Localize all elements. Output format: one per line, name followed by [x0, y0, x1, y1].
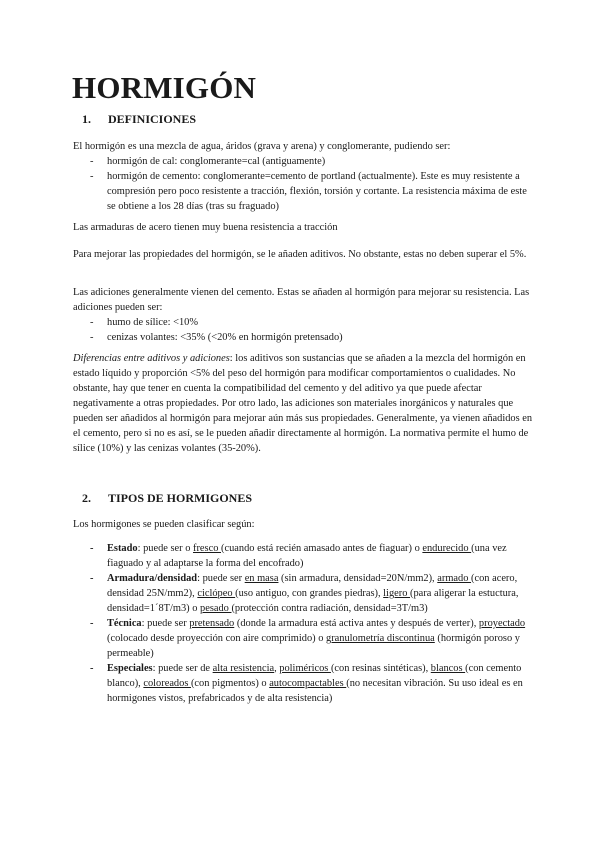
- section-1-number: 1.: [82, 112, 91, 126]
- list-item-especiales: [73, 661, 533, 706]
- list-item: - humo de sílice: <10%: [73, 315, 533, 330]
- section-2-title: TIPOS DE HORMIGONES: [108, 491, 253, 505]
- list-item-tecnica: [73, 616, 533, 661]
- hormigon-types-list: [73, 154, 533, 214]
- item-text: : puede ser: [141, 618, 190, 629]
- section-1-intro-block: [73, 139, 533, 214]
- page-title: HORMIGÓN: [72, 70, 257, 105]
- section-1-title: DEFINICIONES: [108, 112, 197, 126]
- paragraph-diferencias: [73, 351, 533, 456]
- item-text: (para aligerar la estuctura, densidad=1´8T/m3) o: [107, 588, 519, 614]
- section-2-heading: [82, 491, 252, 506]
- clasificacion-block: [73, 541, 533, 706]
- item-text: (con resinas sintéticas),: [330, 663, 431, 674]
- item-text: : puede ser de: [152, 663, 213, 674]
- section-2-intro: Los hormigones se pueden clasificar según:: [73, 519, 255, 530]
- item-term: blancos: [430, 663, 466, 674]
- item-term: alta resistencia: [212, 663, 275, 674]
- item-label: Especiales: [107, 663, 153, 674]
- item-label: Armadura/densidad: [107, 573, 198, 584]
- item-text: : puede ser o: [137, 543, 194, 554]
- item-term: endurecido: [422, 543, 472, 554]
- item-text: (sin armadura, densidad=20N/mm2),: [278, 573, 438, 584]
- item-term: autocompactables: [269, 678, 347, 689]
- item-text: (una vez fiaguado y al adaptarse la forma del encofrado): [107, 543, 507, 569]
- paragraph-adiciones: Las adiciones generalmente vienen del cemento. Estas se añaden al hormigón para mejorar su resistencia. Las adiciones pueden ser:: [73, 287, 530, 313]
- diferencias-label: Diferencias entre aditivos y adiciones: [73, 353, 230, 364]
- list-item-estado: [73, 541, 533, 571]
- item-term: granulometría discontinua: [326, 633, 435, 644]
- item-term: proyectado: [478, 618, 526, 629]
- list-item: - cenizas volantes: <35% (<20% en hormigón pretensado): [73, 330, 533, 345]
- section-2-number: 2.: [82, 491, 91, 505]
- item-label: Estado: [107, 543, 138, 554]
- item-term: coloreados: [143, 678, 191, 689]
- item-term: poliméricos: [279, 663, 331, 674]
- section-1-intro: El hormigón es una mezcla de agua, áridos (grava y arena) y conglomerante, pudiendo ser:: [73, 141, 451, 152]
- item-text: (uso antiguo, con grandes piedras),: [235, 588, 384, 599]
- list-item-armadura: [73, 571, 533, 616]
- item-text: (con cemento blanco),: [107, 663, 522, 689]
- item-term: en masa: [244, 573, 279, 584]
- item-term: pretensado: [189, 618, 235, 629]
- item-text: (con acero, densidad 25N/mm2),: [107, 573, 518, 599]
- item-text: (colocado desde proyección con aire comprimido) o: [107, 633, 326, 644]
- paragraph-aditivos: Para mejorar las propiedades del hormigón, se le añaden aditivos. No obstante, estas no deben superar el 5%.: [73, 249, 527, 260]
- item-text: (donde la armadura está activa antes y después de verter),: [234, 618, 479, 629]
- adiciones-block: [73, 285, 533, 345]
- item-text: (no necesitan vibración. Su uso ideal es en hormigones vistos, prefabricados y de alta resistencia): [107, 678, 523, 704]
- item-text: : puede ser: [197, 573, 245, 584]
- list-item: - hormigón de cal: conglomerante=cal (antiguamente): [73, 154, 533, 169]
- clasificacion-list: [73, 541, 533, 706]
- section-1-heading: [82, 112, 196, 127]
- item-term: ligero: [383, 588, 411, 599]
- item-term: fresco: [193, 543, 221, 554]
- adiciones-list: [73, 315, 533, 345]
- item-text: (cuando está recién amasado antes de fiaguar) o: [221, 543, 423, 554]
- list-item: - hormigón de cemento: conglomerante=cemento de portland (actualmente). Este es muy resistente a compresión pero poco resistente a tracción, flexión, torsión y cortante. La resistencia máxima de este se obtiene a los 28 días (tras su fraguado): [73, 169, 533, 214]
- item-term: armado: [437, 573, 472, 584]
- item-text: (hormigón poroso y permeable): [107, 633, 520, 659]
- item-text: (protección contra radiación, densidad=3T/m3): [231, 603, 428, 614]
- item-text: (con pigmentos) o: [190, 678, 270, 689]
- item-term: pesado: [200, 603, 232, 614]
- item-label: Técnica: [107, 618, 142, 629]
- item-text: ,: [274, 663, 280, 674]
- diferencias-text: : los aditivos son sustancias que se añaden a la mezcla del hormigón en estado líquido y proporción <5% del peso del hormigón para modificar comportamientos o cualidades. No obstante, hay que tener en cuenta la compatibilidad del cemento y del aditivo ya que puede afectar negativamente a otras propiedades. Por otro lado, las adiciones son materiales inorgánicos y naturales que pueden ser añadidos al hormigón para mejorar aún más sus propiedades. Generalmente, ya vienen añadidos en el cemento, pero si no es así, se le pueden añadir directamente al hormigón. La normativa permite el humo de sílice (10%) y las cenizas volantes (35-20%).: [73, 353, 533, 454]
- item-term: ciclópeo: [197, 588, 236, 599]
- paragraph-armaduras: Las armaduras de acero tienen muy buena resistencia a tracción: [73, 222, 338, 233]
